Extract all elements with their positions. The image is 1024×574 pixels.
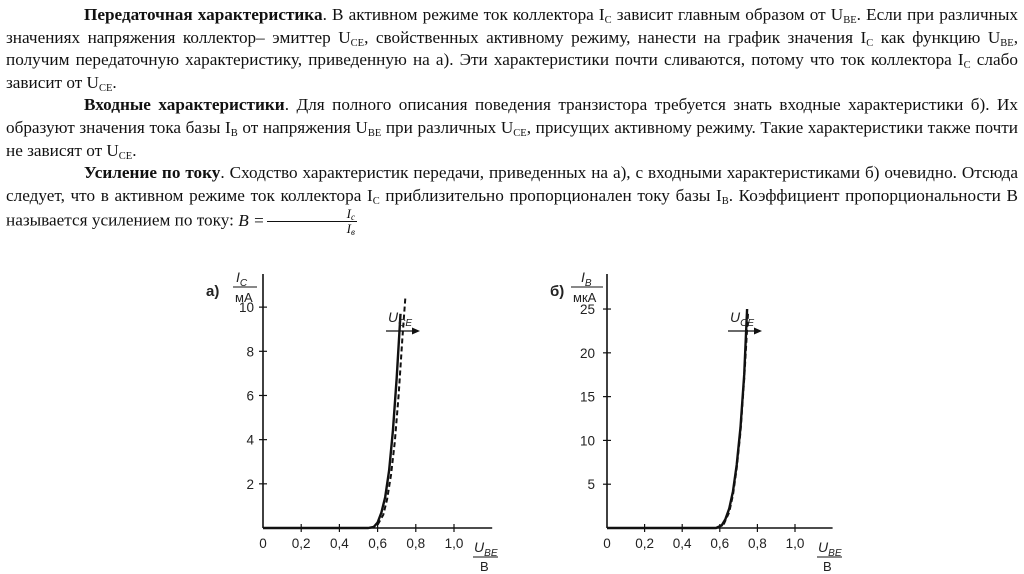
text: , получим передаточную характеристику, приведенную на а). Эти характеристики почти сливаются, потому что ток коллектора I (6, 27, 1018, 70)
chart-input (550, 269, 842, 574)
subscript: CE (98, 82, 113, 94)
y-tick-label: 15 (579, 389, 595, 405)
x-tick-label: 0,8 (748, 536, 767, 551)
series-solid (263, 314, 401, 528)
x-tick-label: 0,6 (710, 536, 730, 551)
subscript: C (372, 195, 380, 207)
text: . В активном режиме ток коллектора I (322, 5, 605, 24)
x-tick-label: 1,0 (444, 536, 464, 551)
subscript: c (350, 212, 355, 223)
y-tick-label: 10 (579, 433, 595, 449)
subscript: CE (350, 37, 365, 49)
curve-arrow-head (412, 328, 420, 335)
x-axis-label: $U_{BE}$ (474, 539, 498, 559)
y-tick-label: 8 (246, 344, 254, 360)
series-solid (607, 309, 747, 528)
y-tick-label: 25 (579, 302, 595, 318)
text: . Если при различных значениях напряжения коллектор– эмиттер U (6, 5, 1019, 47)
panel-label: б) (550, 283, 565, 300)
curve-label: $U_{CE}$ (730, 309, 755, 329)
curve-label: $U_{CE}$ (388, 309, 413, 329)
y-tick-label: 20 (579, 345, 595, 361)
y-tick-label: 5 (587, 477, 595, 493)
subscript: B (721, 195, 729, 207)
x-tick-label: 0,4 (330, 536, 349, 551)
y-axis-label: $I_C$ (236, 269, 248, 289)
text: . (132, 140, 137, 160)
x-axis-label: $U_{BE}$ (818, 539, 842, 559)
x-tick-label: 0,2 (635, 536, 654, 551)
heading-input: Входные характеристики (84, 95, 285, 115)
x-tick-label: 0,6 (368, 536, 387, 551)
y-axis-unit: мА (235, 290, 253, 305)
text: при различных U (381, 117, 514, 137)
curve-arrow-head (754, 328, 762, 335)
subscript: в (350, 227, 355, 238)
panel-label: а) (206, 283, 220, 300)
subscript: BE (367, 127, 382, 139)
y-axis-label: $I_B$ (581, 269, 592, 289)
subscript: CE (513, 127, 527, 139)
y-tick-label: 2 (246, 476, 254, 492)
x-axis-unit: В (823, 559, 832, 574)
formula-lhs: B = (238, 210, 265, 230)
text: приблизительно пропорционален току базы I (379, 185, 722, 205)
x-tick-label: 0,4 (672, 536, 692, 551)
heading-gain: Усиление по току (84, 163, 221, 183)
x-axis-unit: В (480, 559, 489, 574)
subscript: CE (118, 150, 133, 162)
subscript: BE (1000, 37, 1014, 49)
text: от напряжения U (237, 117, 368, 137)
text: . Коэффициент пропорциональности B называется усилением по току: (6, 185, 1018, 230)
text: как функцию U (873, 27, 1001, 47)
subscript: C (866, 37, 874, 49)
x-tick-label: 0 (259, 536, 267, 551)
heading-transfer: Передаточная характеристика (84, 5, 323, 24)
y-tick-label: 10 (238, 300, 254, 316)
text: . Для полного описания поведения транзистора требуется знать входные характеристики б). Их образуют значения тока базы I (6, 95, 1018, 137)
y-tick-label: 4 (246, 432, 254, 448)
series-dashed (378, 298, 406, 524)
text: зависит главным образом от U (611, 5, 844, 24)
text: , присущих активному режиму. Такие характеристики также почти не зависят от U (6, 117, 1018, 160)
x-tick-label: 0 (603, 536, 611, 551)
text: , свойственных активному режиму, нанести на график значения I (364, 27, 867, 47)
text: . (112, 72, 117, 92)
text: I (346, 221, 351, 237)
x-tick-label: 0,2 (291, 536, 311, 551)
y-tick-label: 6 (246, 388, 254, 404)
subscript: B (230, 127, 238, 139)
x-tick-label: 0,8 (406, 536, 426, 551)
text: слабо зависит от U (6, 50, 1018, 92)
chart-transfer (206, 269, 498, 574)
x-tick-label: 1,0 (785, 536, 805, 551)
subscript: BE (843, 15, 857, 26)
subscript: C (604, 15, 612, 26)
y-axis-unit: мкА (573, 290, 597, 305)
subscript: C (963, 60, 971, 72)
text: I (346, 206, 351, 222)
text: . Сходство характеристик передачи, приведенных на а), с входными характеристиками б) очевидно. Отсюда следует, что в активном режиме ток коллектора I (6, 163, 1018, 205)
